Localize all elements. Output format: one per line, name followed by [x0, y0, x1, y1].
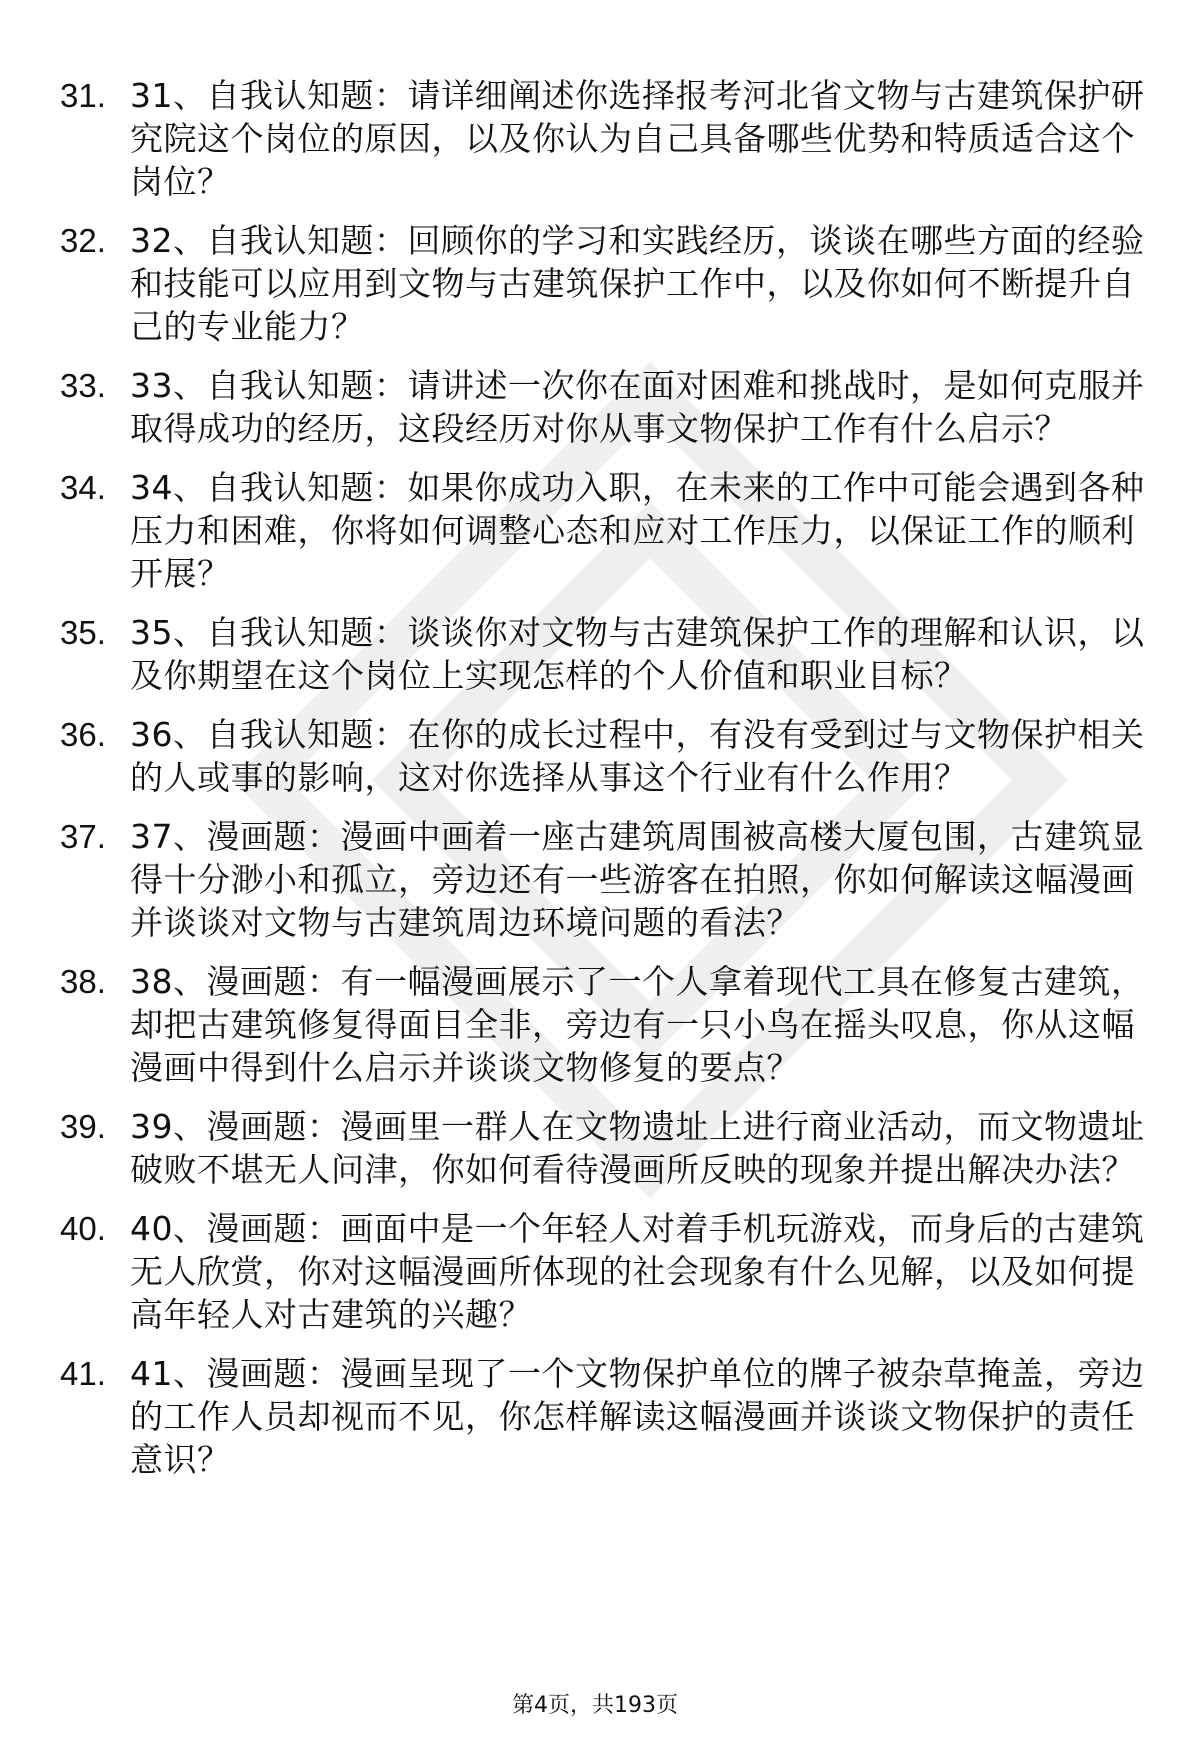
- question-number: 38.: [60, 963, 106, 1000]
- question-text: 33、自我认知题：请讲述一次你在面对困难和挑战时，是如何克服并取得成功的经历，这段经历对你从事文物保护工作有什么启示？: [130, 366, 1145, 448]
- question-number: 41.: [60, 1355, 106, 1392]
- question-item: [60, 364, 1150, 450]
- question-number: 33.: [60, 367, 106, 404]
- question-item: [60, 1105, 1150, 1191]
- question-text: 32、自我认知题：回顾你的学习和实践经历，谈谈在哪些方面的经验和技能可以应用到文物与古建筑保护工作中，以及你如何不断提升自己的专业能力？: [130, 221, 1145, 346]
- question-number: 32.: [60, 222, 106, 259]
- question-number: 40.: [60, 1210, 106, 1247]
- question-item: [60, 219, 1150, 348]
- question-number: 37.: [60, 818, 106, 855]
- question-text: 36、自我认知题：在你的成长过程中，有没有受到过与文物保护相关的人或事的影响，这对你选择从事这个行业有什么作用？: [130, 715, 1145, 797]
- question-item: [60, 466, 1150, 595]
- question-list: [60, 74, 1150, 1497]
- question-item: [60, 1207, 1150, 1336]
- page-footer: 第4页，共193页: [512, 1693, 678, 1718]
- question-item: [60, 713, 1150, 799]
- question-text: 34、自我认知题：如果你成功入职，在未来的工作中可能会遇到各种压力和困难，你将如何调整心态和应对工作压力，以保证工作的顺利开展？: [130, 468, 1145, 593]
- question-text: 31、自我认知题：请详细阐述你选择报考河北省文物与古建筑保护研究院这个岗位的原因，以及你认为自己具备哪些优势和特质适合这个岗位？: [130, 76, 1145, 201]
- question-text: 35、自我认知题：谈谈你对文物与古建筑保护工作的理解和认识，以及你期望在这个岗位上实现怎样的个人价值和职业目标？: [130, 613, 1145, 695]
- question-text: 38、漫画题：有一幅漫画展示了一个人拿着现代工具在修复古建筑，却把古建筑修复得面目全非，旁边有一只小鸟在摇头叹息，你从这幅漫画中得到什么启示并谈谈文物修复的要点？: [130, 962, 1145, 1087]
- question-text: 41、漫画题：漫画呈现了一个文物保护单位的牌子被杂草掩盖，旁边的工作人员却视而不见，你怎样解读这幅漫画并谈谈文物保护的责任意识？: [130, 1354, 1145, 1479]
- question-item: [60, 960, 1150, 1089]
- question-text: 37、漫画题：漫画中画着一座古建筑周围被高楼大厦包围，古建筑显得十分渺小和孤立，旁边还有一些游客在拍照，你如何解读这幅漫画并谈谈对文物与古建筑周边环境问题的看法？: [130, 817, 1145, 942]
- question-number: 35.: [60, 614, 106, 651]
- question-number: 31.: [60, 77, 106, 114]
- question-item: [60, 815, 1150, 944]
- question-text: 40、漫画题：画面中是一个年轻人对着手机玩游戏，而身后的古建筑无人欣赏，你对这幅漫画所体现的社会现象有什么见解，以及如何提高年轻人对古建筑的兴趣？: [130, 1209, 1145, 1334]
- question-item: [60, 1352, 1150, 1481]
- question-item: [60, 74, 1150, 203]
- question-number: 39.: [60, 1108, 106, 1145]
- question-number: 34.: [60, 469, 106, 506]
- question-text: 39、漫画题：漫画里一群人在文物遗址上进行商业活动，而文物遗址破败不堪无人问津，你如何看待漫画所反映的现象并提出解决办法？: [130, 1107, 1145, 1189]
- question-item: [60, 611, 1150, 697]
- question-number: 36.: [60, 716, 106, 753]
